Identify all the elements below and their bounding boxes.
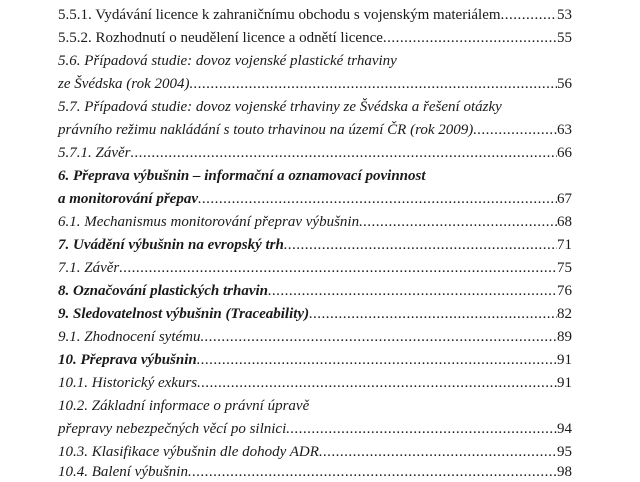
dot-leader xyxy=(200,327,557,347)
toc-entry-10-3 xyxy=(58,442,572,462)
toc-entry-title: 10.3. Klasifikace výbušnin dle dohody ADR xyxy=(58,444,319,460)
dot-leader xyxy=(119,258,557,278)
toc-entry-title: ze Švédska (rok 2004) xyxy=(58,76,190,92)
toc-entry-8 xyxy=(58,281,572,301)
toc-entry-page: 71 xyxy=(557,237,572,253)
toc-entry-10 xyxy=(58,350,572,370)
dot-leader xyxy=(286,419,557,439)
toc-entry-page: 53 xyxy=(557,7,572,23)
toc-entry-title: 9.1. Zhodnocení sytému xyxy=(58,329,201,345)
dot-leader xyxy=(359,212,557,232)
toc-entry-10-4 xyxy=(58,462,572,482)
dot-leader xyxy=(197,373,557,393)
toc-entry-6-1 xyxy=(58,212,572,232)
toc-entry-title: 6.1. Mechanismus monitorování přeprav výbušnin xyxy=(58,214,360,230)
toc-entry-6 xyxy=(58,189,572,209)
toc-entry-title: 5.7. Případová studie: dovoz vojenské trhaviny ze Švédska a řešení otázky xyxy=(58,99,502,115)
toc-entry-title: 5.5.1. Vydávání licence k zahraničnímu obchodu s vojenským materiálem xyxy=(58,7,501,23)
toc-entry-page: 68 xyxy=(557,214,572,230)
toc-entry-5-7-line1 xyxy=(58,97,572,117)
toc-entry-9-1 xyxy=(58,327,572,347)
toc-entry-page: 82 xyxy=(557,306,572,322)
toc-entry-title: 7.1. Závěr xyxy=(58,260,120,276)
toc-entry-page: 55 xyxy=(557,30,572,46)
toc-entry-9 xyxy=(58,304,572,324)
dot-leader xyxy=(197,350,557,370)
toc-entry-page: 75 xyxy=(557,260,572,276)
toc-entry-5-6-line1 xyxy=(58,51,528,71)
dot-leader xyxy=(501,5,557,25)
toc-entry-title: 8. Označování plastických trhavin xyxy=(58,283,269,299)
dot-leader xyxy=(319,442,557,462)
dot-leader xyxy=(383,28,557,48)
toc-entry-page: 76 xyxy=(557,283,572,299)
toc-entry-page: 56 xyxy=(557,76,572,92)
toc-entry-5-5-1 xyxy=(58,5,572,25)
toc-entry-title: 10. Přeprava výbušnin xyxy=(58,352,197,368)
dot-leader xyxy=(284,235,557,255)
toc-entry-title: právního režimu nakládání s touto trhavinou na území ČR (rok 2009) xyxy=(58,122,474,138)
toc-entry-title: 6. Přeprava výbušnin – informační a oznamovací povinnost xyxy=(58,168,426,184)
toc-entry-10-2-line1 xyxy=(58,396,528,416)
toc-entry-page: 91 xyxy=(557,375,572,391)
toc-entry-10-1 xyxy=(58,373,572,393)
toc-entry-5-7 xyxy=(58,120,572,140)
toc-entry-title: přepravy nebezpečných věcí po silnici xyxy=(58,421,287,437)
toc-entry-title: 10.2. Základní informace o právní úpravě xyxy=(58,398,310,414)
toc-entry-title: 5.6. Případová studie: dovoz vojenské plastické trhaviny xyxy=(58,53,397,69)
dot-leader xyxy=(473,120,557,140)
toc-entry-page: 66 xyxy=(557,145,572,161)
toc-entry-5-7-1 xyxy=(58,143,572,163)
toc-entry-10-2 xyxy=(58,419,572,439)
dot-leader xyxy=(309,304,557,324)
toc-entry-title: a monitorování přepav xyxy=(58,191,199,207)
dot-leader xyxy=(188,462,557,482)
dot-leader xyxy=(268,281,557,301)
toc-entry-page: 89 xyxy=(557,329,572,345)
toc-entry-title: 9. Sledovatelnost výbušnin (Traceability) xyxy=(58,306,310,322)
dot-leader xyxy=(131,143,558,163)
toc-entry-page: 98 xyxy=(557,464,572,480)
toc-entry-page: 91 xyxy=(557,352,572,368)
dot-leader xyxy=(198,189,557,209)
dot-leader xyxy=(189,74,557,94)
toc-entry-title: 7. Uvádění výbušnin na evropský trh xyxy=(58,237,284,253)
toc-entry-title: 5.5.2. Rozhodnutí o neudělení licence a odnětí licence xyxy=(58,30,383,46)
toc-entry-page: 67 xyxy=(557,191,572,207)
toc-entry-6-line1 xyxy=(58,166,528,186)
toc-entry-page: 63 xyxy=(557,122,572,138)
toc-entry-7-1 xyxy=(58,258,572,278)
toc-entry-page: 95 xyxy=(557,444,572,460)
toc-entry-title: 10.4. Balení výbušnin xyxy=(58,464,188,480)
toc-entry-5-6 xyxy=(58,74,572,94)
toc-entry-5-5-2 xyxy=(58,28,572,48)
toc-entry-page: 94 xyxy=(557,421,572,437)
toc-entry-title: 5.7.1. Závěr xyxy=(58,145,131,161)
toc-entry-7 xyxy=(58,235,572,255)
toc-entry-title: 10.1. Historický exkurs xyxy=(58,375,198,391)
